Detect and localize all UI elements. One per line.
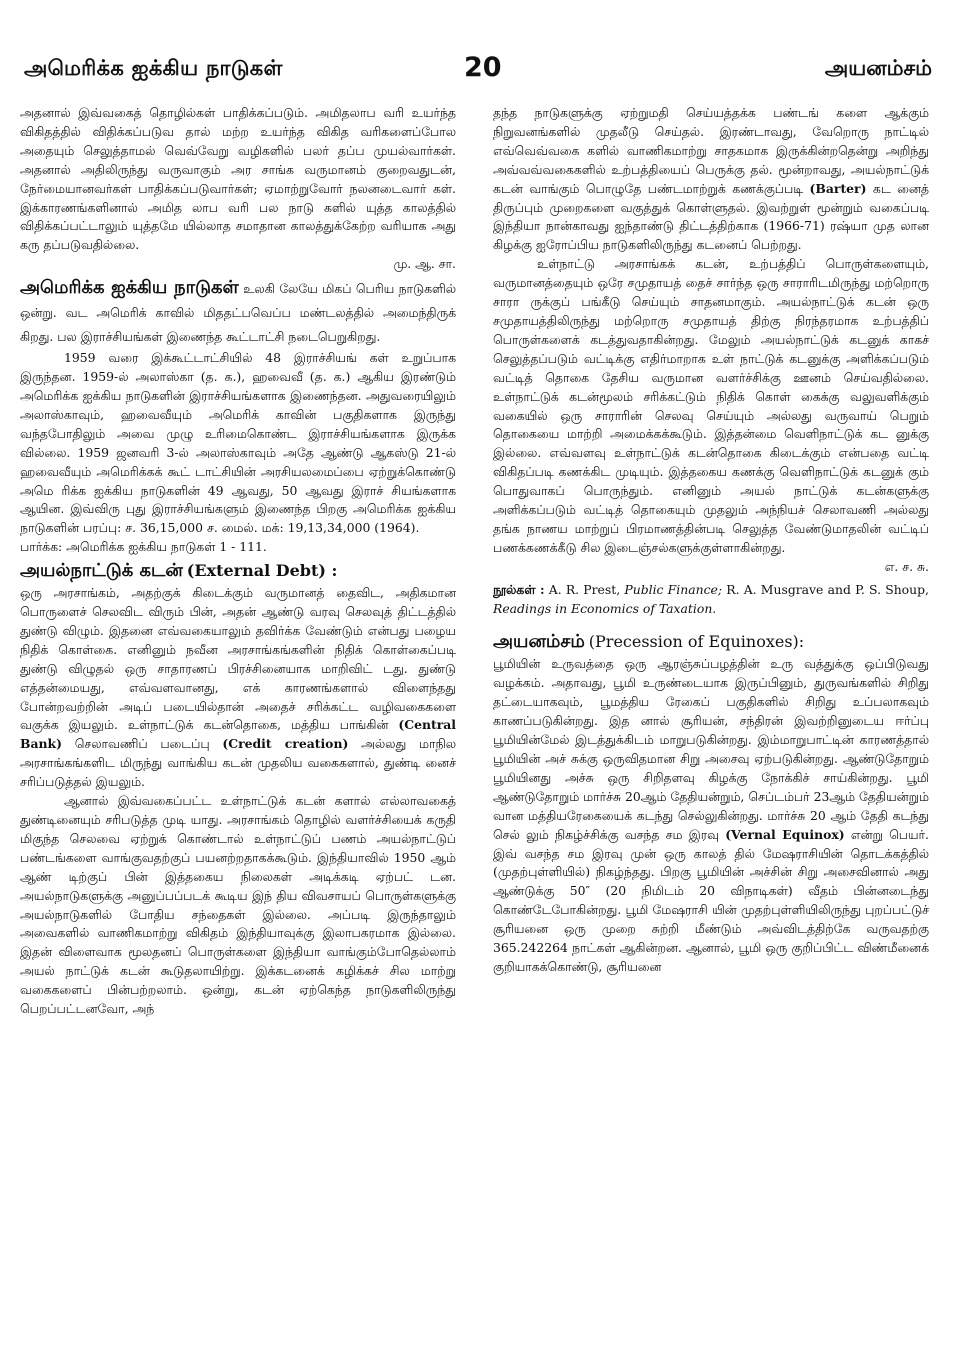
text-run: பூமியின் உருவத்தை ஒரு ஆரஞ்சுப்பழத்தின் உரு வத்துக்கு ஒப்பிடுவது வழக்கம். அதாவது, பூமி உருண்டையாக இருப்பினும், துருவங்களில் சிறிது தட்டையாகவும், பூமத்திய ரேகைப் பகுதிகளில் சிறிது உப்பலாகவும் காணப்படுகின்றது. இத னால் சூரியன், சந்திரன் இவற்றினுடைய ஈர்ப்பு பூமியின்மேல் இடத்துக்கிடம் மாறுபடுகின்றது. இம்மாறுபாட்டின் காரணத்தால் பூமியின் அச் சுக்கு ஒருவிதமான சிறு அசைவு ஏற்படுகின்றது. ஆண்டுதோறும் பூமியினது அச்சு ஒரு சிறிதளவு கிழக்கு நோக்கிச் சாய்கின்றது. பூமி ஆண்டுதோறும் மார்ச்சு 20ஆம் தேதியன்றும், செப்டம்பர் 23ஆம் தேதியன்றும் வான மத்தியரேகையைக் கடந்து செல்லுகின்றது. மார்ச்சு 20 ஆம் தேதி கடந்து செல் லும் நிகழ்ச்சிக்கு வசந்த சம இரவு [493, 656, 929, 842]
entry-title-external-debt: அயல்நாட்டுக் கடன் [20, 560, 183, 582]
term-vernal-equinox: (Vernal Equinox) [725, 826, 845, 842]
external-debt-paragraph-2: ஆனால் இவ்வகைப்பட்ட உள்நாட்டுக் கடன் களால் எல்லாவகைத் துண்டினையும் சரிபடுத்த முடி யாது. அரசாங்கம் தொழில் வளர்ச்சியைக் கருதி மிகுந்த செலவை ஏற்றுக் கொண்டால் உள்நாட்டுப் பணம் அயல்நாட்டுப் பண்டங்களை வாங்குவதற்குப் பயனற்றதாகக்கூடும். இந்தியாவில் 1950 ஆம் ஆண் டிற்குப் பின் இத்தகைய நிலைகள் அடிக்கடி ஏற்பட் டன. அயல்நாடுகளுக்கு அனுப்பப்படக் கூடிய இந் திய விவசாயப் பொருள்களுக்கு அயல்நாடுகளில் போதிய சந்தைகள் இல்லை. அப்படி இருந்தாலும் அவைகளில் வாணிகமாற்று விகிதம் இந்தியாவுக்கு இலாபகரமாக இல்லை. இதன் விளைவாக மூலதனப் பொருள்களை இந்தியா வாங்கும்போதெல்லாம் அயல் நாட்டுக் கடன் கூடுதலாயிற்று. இக்கடனைக் கழிக்கச் சில மாற்று வகைகளைப் பின்பற்றலாம். ஒன்று, கடன் ஏற்கெந்த நாடுகளிலிருந்து பெறப்பட்டனவோ, அந் [20, 793, 456, 1017]
usa-see-also: பார்க்க: அமெரிக்க ஐக்கிய நாடுகள் 1 - 111. [20, 539, 267, 555]
author-initials: மு. ஆ. சா. [393, 256, 456, 272]
author-initials: எ. ச. சு. [884, 558, 929, 574]
text-run: செலாவணிப் படைப்பு [74, 736, 210, 752]
usa-intro-text: உலகி லேயே மிகப் பெரிய நாடுகளில் ஒன்று. வட அமெரிக் காவில் மிததட்பவெப்ப மண்டலத்தில் அமைந்திருக் கிறது. பல இராச்சியங்கள் இணைந்த கூட்டாட்சி நடைபெறுகிறது. [20, 281, 456, 345]
text-run: என்று பெயர். இவ் வசந்த சம இரவு முன் ஒரு காலத் தில் மேஷராசியின் தொடக்கத்தில் (முதற்புள்ளியில்) நிகழ்ந்தது. பிறகு பூமியின் அச்சின் சிறு அசைவினால் அது ஆண்டுக்கு 50″ (20 நிமிடம் 20 விநாடிகள்) வீதம் பின்னடைந்து கொண்டேபோகின்றது. பூமி மேஷராசி யின் முதற்புள்ளியிலிருந்து புறப்பட்டுச் சூரியனை ஒரு முறை சுற்றி மீண்டும் அவ்விடத்திற்கே வருவதற்கு 365.242264 நாட்கள் ஆகின்றன. ஆனால், பூமி ஒரு குறிப்பிட்ட விண்மீனைக் குறியாகக்கொண்டு, சூரியனை [493, 826, 929, 974]
reference-title: Public Finance; [624, 581, 723, 597]
reference-title: Readings in Economics of Taxation. [493, 600, 717, 616]
external-debt-heading [20, 559, 456, 584]
entry-title-external-debt-en: (External Debt) : [186, 561, 338, 581]
term-credit-creation: (Credit creation) [222, 736, 349, 752]
running-head-left: அமெரிக்க ஐக்கிய நாடுகள் [24, 56, 283, 80]
usa-entry [20, 276, 456, 349]
term-barter: (Barter) [809, 180, 867, 196]
entry-title-usa: அமெரிக்க ஐக்கிய நாடுகள் [20, 277, 239, 299]
entry-title-precession: அயனம்சம் [493, 631, 585, 653]
running-head-right: அயனம்சம் [824, 56, 932, 80]
reference-author: R. A. Musgrave and P. S. Shoup, [726, 581, 929, 597]
references-label: நூல்கள் : [493, 581, 545, 597]
text-run: ஒரு அரசாங்கம், அதற்குக் கிடைக்கும் வருமானத் தைவிட, அதிகமான பொருளைச் செலவிட விரும் பின், அதன் ஆண்டு வரவு செலவுத் திட்டத்தில் துண்டு விழும். இதனை எவ்வகையாலும் தவிர்க்க வேண்டும் என்பது பழைய நிதிக் கொள்கை. எனினும் நவீன அரசாங்கங்களின் நிதிக் கொள்கைப்படி துண்டு விழுதல் ஒரு சாதாரணப் பிரச்சினையாக மாறிவிட் டது. துண்டு எத்தன்மையது, எவ்வளவானது, எக் காரணங்களால் விளைந்தது போன்றவற்றின் அடிப் படையில்தான் அதைச் சரிக்கட்ட வழிவகைகளை வகுக்க இயலும். உள்நாட்டுக் கடன்தொகை, மத்திய பாங்கின் [20, 585, 456, 733]
precession-heading [493, 630, 929, 655]
external-debt-paragraph-3: உள்நாட்டு அரசாங்கக் கடன், உற்பத்திப் பொருள்களையும், வருமானத்தையும் ஒரே சமுதாயத் தைச் சார்ந்த ஒரு சாராரிடமிருந்து மற்றொரு சாரா ருக்குப் பங்கீடு செய்யும் சாதனமாகும். அயல்நாட்டுக் கடன் ஒரு சமுதாயத்திலிருந்து மற்றொரு சமுதாயத் திற்கு நிரந்தரமாக உற்பத்திப் பொருள்களைக் கடத்துவதாகின்றது. மேலும் அயல்நாட்டுக் கடனுக் காகச் செலுத்தப்படும் வட்டிக்கு எதிர்மாறாக உள் நாட்டுக் கடனுக்கு அளிக்கப்படும் வட்டித் தொகை தேசிய வருமான வளர்ச்சிக்கு ஊனம் செய்வதில்லை. உள்நாட்டுக் கடன்மூலம் சரிக்கட்டும் நிதிக் கொள் கைக்கு வலுவளிக்கும் வகையில் ஒரு சாராரின் செலவு செய்யும் அல்லது வருவாய் பெறும் தொகையை மாற்றி அமைக்கக்கூடும். இத்தன்மை வெளிநாட்டுக் கட னுக்கு இல்லை. எவ்வளவு உள்நாட்டுக் கடன்தொகை கிடைக்கும் என்பதை வட்டி விகிதப்படி கணக்கிட முடியும். இத்தகைய கணக்கு வெளிநாட்டுக் கடனுக் கும் பொதுவாகப் பொருந்தும். எனினும் அயல் நாட்டுக் கடன்களுக்கு அளிக்கப்படும் வட்டித் தொகையும் முதலும் அந்நியச் செலாவணி அல்லது தங்க நாணய மாற்றுப் பிரமாணத்தின்படி செலுத்த வேண்டுமாதலின் வட்டிப் பணக்கணக்கீடு சில இடைஞ்சல்களுக்குள்ளாகின்றது. [493, 256, 929, 555]
external-debt-paragraph-1 [20, 584, 456, 792]
page-number: 20 [464, 52, 502, 83]
references [493, 581, 929, 619]
term-central-bank: (Central Bank) [20, 717, 456, 752]
text-run: தந்த நாடுகளுக்கு ஏற்றுமதி செய்யத்தக்க பண்டங் களை ஆக்கும் நிறுவனங்களில் முதலீடு செய்தல். இரண்டாவது, வேறொரு நாட்டில் எவ்வெவ்வகை களில் வாணிகமாற்று சாதகமாக இருக்கின்றதென்று அறிந்து அவ்வவ்வகைகளில் உற்பத்தியைப் பெருக்கு தல். மூன்றாவது, அயல்நாட்டுக் கடன் வாங்கும் பொழுதே பண்டமாற்றுக் கணக்குப்படி [493, 105, 929, 196]
reference-author: A. R. Prest, [548, 581, 621, 597]
page-header [24, 52, 932, 96]
external-debt-continuation [493, 104, 929, 255]
entry-title-precession-en: (Precession of Equinoxes): [588, 632, 805, 652]
usa-paragraph: 1959 வரை இக்கூட்டாட்சியில் 48 இராச்சியங் கள் உறுப்பாக இருந்தன. 1959-ல் அலாஸ்கா (த. க.), ஹவைவீ (த. க.) ஆகிய இரண்டும் அமெரிக்க ஐக்கிய நாடுகளின் இராச்சியங்களாக இணைந்தன. அதுவரையிலும் அலாஸ்காவும், ஹவைவீயும் அமெரிக் காவின் பகுதிகளாக இருந்து வந்தபோதிலும் அவை முழு உரிமைகொண்ட இராச்சியங்களாக இருக்க வில்லை. 1959 ஜனவரி 3-ல் அலாஸ்காவும் அதே ஆண்டு ஆகஸ்டு 21-ல் ஹவைவீயும் அமெரிக்கக் கூட் டாட்சியின் அரசியலமைப்பை ஏற்றுக்கொண்டு அமெ ரிக்க ஐக்கிய நாடுகளின் 49 ஆவது, 50 ஆவது இராச் சியங்களாக ஆயின. இவ்விரு புது இராச்சியங்களும் இணைந்த பிறகு அமெரிக்க ஐக்கிய நாடுகளின் பரப்பு: ச. 36,15,000 ச. மைல். மக்: 19,13,34,000 (1964). [20, 350, 456, 536]
precession-paragraph [493, 655, 929, 976]
excess-profit-tax-ending: அதனால் இவ்வகைத் தொழில்கள் பாதிக்கப்படும். அமிதலாப வரி உயர்ந்த விகிதத்தில் விதிக்கப்படுவ தால் மற்ற உயர்ந்த விகித வரிகளைப்போல அதையும் செலுத்தாமல் வெவ்வேறு வழிகளில் பலர் தப்ப முயல்வார்கள். அதனால் அதிலிருந்து வருவாகும் அர சாங்க வருமானம் குறைவதுடன், நேர்மையானவர்கள் பாதிக்கப்படுவார்கள்; ஏமாற்றுவோர் நலனடைவார் கள். இக்காரணங்களினால் அமித லாப வரி பல நாடு களில் யுத்த காலத்தில் விதிக்கப்பட்டாலும் யுத்தமே யில்லாத சமாதான காலத்துக்கேற்ற வரியாக அது கரு தப்படுவதில்லை. [20, 105, 456, 253]
left-column [20, 104, 456, 1354]
text-run: கட னைத் திருப்பும் முறைகளை வகுத்துக் கொள்ளுதல். இவற்றுள் மூன்றும் வகைப்படி இந்தியா நான்காவது ஐந்தாண்டு திட்டத்திற்காக (1966-71) ரஷ்யா முத லான கிழக்கு ஐரோப்பிய நாடுகளிலிருந்து கடனைப் பெற்றது. [493, 180, 929, 253]
text-run: அல்லது மாநில அரசாங்கங்களிட மிருந்து வாங்கிய கடன் முதலிய வகைகளால், துண்டி னைச் சரிப்படுத்தல் இயலும். [20, 736, 456, 790]
right-column [493, 104, 929, 1354]
